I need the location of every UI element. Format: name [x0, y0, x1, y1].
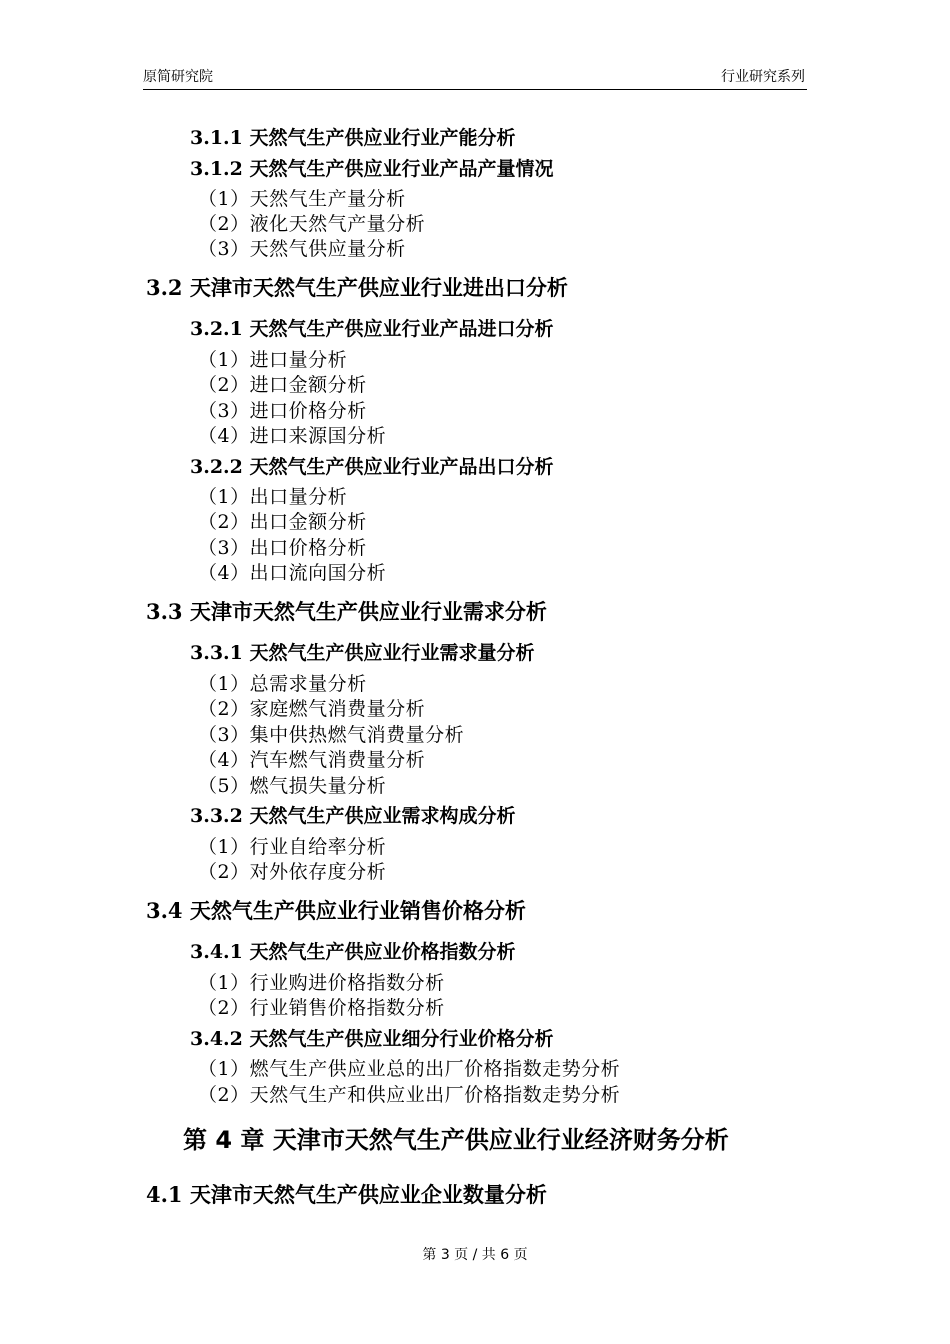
toc-subsection: 3.3.2 天然气生产供应业需求构成分析 — [190, 805, 516, 827]
toc-subsection: 3.4.1 天然气生产供应业价格指数分析 — [190, 941, 516, 963]
toc-item: （3）天然气供应量分析 — [198, 238, 406, 260]
toc-item: （1）天然气生产量分析 — [198, 188, 406, 210]
toc-item: （1）行业自给率分析 — [198, 836, 387, 858]
toc-item: （2）进口金额分析 — [198, 374, 367, 396]
toc-item: （1）行业购进价格指数分析 — [198, 972, 445, 994]
toc-item: （1）进口量分析 — [198, 349, 348, 371]
toc-subsection: 3.2.1 天然气生产供应业行业产品进口分析 — [190, 318, 554, 340]
toc-subsection: 3.2.2 天然气生产供应业行业产品出口分析 — [190, 456, 554, 478]
toc-item: （4）汽车燃气消费量分析 — [198, 749, 426, 771]
toc-item: （2）天然气生产和供应业出厂价格指数走势分析 — [198, 1084, 621, 1106]
toc-item: （2）家庭燃气消费量分析 — [198, 698, 426, 720]
toc-item: （5）燃气损失量分析 — [198, 775, 387, 797]
toc-section: 3.3 天津市天然气生产供应业行业需求分析 — [146, 599, 547, 624]
toc-subsection: 3.1.2 天然气生产供应业行业产品产量情况 — [190, 158, 554, 180]
toc-item: （3）出口价格分析 — [198, 537, 367, 559]
toc-item: （1）总需求量分析 — [198, 673, 367, 695]
toc-item: （1）出口量分析 — [198, 486, 348, 508]
toc-item: （4）出口流向国分析 — [198, 562, 387, 584]
toc-item: （2）对外依存度分析 — [198, 861, 387, 883]
toc-item: （2）出口金额分析 — [198, 511, 367, 533]
toc-section: 3.2 天津市天然气生产供应业行业进出口分析 — [146, 275, 568, 300]
header-rule — [143, 89, 807, 90]
toc-item: （3）集中供热燃气消费量分析 — [198, 724, 465, 746]
toc-item: （4）进口来源国分析 — [198, 425, 387, 447]
toc-section: 3.4 天然气生产供应业行业销售价格分析 — [146, 898, 526, 923]
toc-item: （2）液化天然气产量分析 — [198, 213, 426, 235]
toc-item: （2）行业销售价格指数分析 — [198, 997, 445, 1019]
header-left: 原简研究院 — [143, 69, 213, 85]
toc-subsection: 3.4.2 天然气生产供应业细分行业价格分析 — [190, 1028, 554, 1050]
toc-subsection: 3.1.1 天然气生产供应业行业产能分析 — [190, 127, 516, 149]
toc-item: （1）燃气生产供应业总的出厂价格指数走势分析 — [198, 1058, 621, 1080]
header-right: 行业研究系列 — [721, 69, 805, 85]
toc-item: （3）进口价格分析 — [198, 400, 367, 422]
toc-subsection: 3.3.1 天然气生产供应业行业需求量分析 — [190, 642, 535, 664]
toc-section: 4.1 天津市天然气生产供应业企业数量分析 — [146, 1182, 547, 1207]
toc-chapter: 第 4 章 天津市天然气生产供应业行业经济财务分析 — [183, 1126, 729, 1154]
page-number: 第 3 页 / 共 6 页 — [422, 1247, 528, 1263]
